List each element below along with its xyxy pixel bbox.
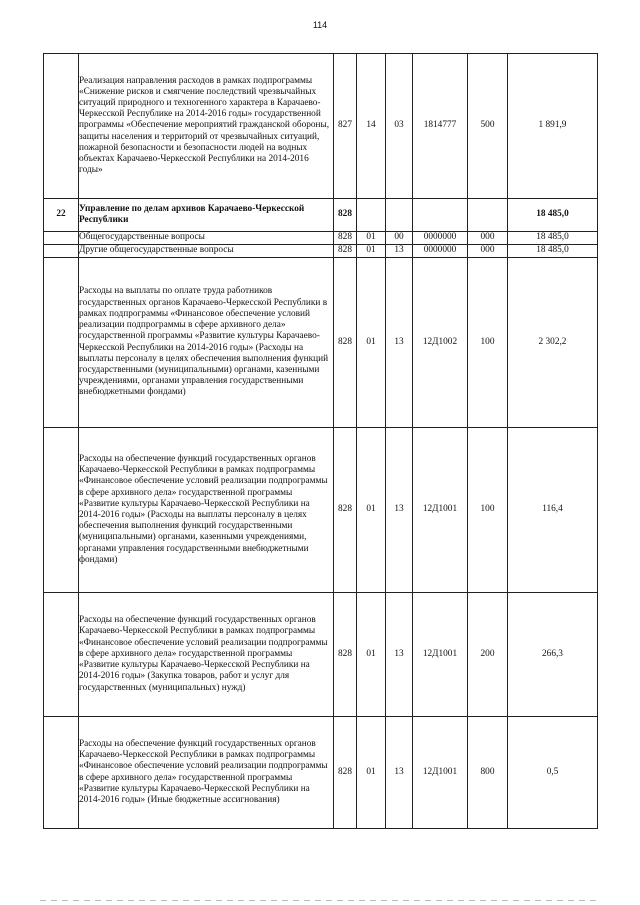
subsection-code: 00	[386, 232, 413, 245]
row-index	[44, 245, 79, 258]
expense-type-code	[468, 199, 508, 232]
table-row	[44, 717, 598, 829]
row-description: Расходы на обеспечение функций государственных органов Карачаево-Черкесской Республики в рамках подпрограммы «Финансовое обеспечение условий реализации подпрограммы в сфере архивного дела» государственной программы «Развитие культуры Карачаево-Черкесской Республики на 2014-2016 годы» (Закупка товаров, работ и услуг для государственных (муниципальных) нужд)	[79, 593, 334, 717]
expense-type-code: 100	[468, 258, 508, 428]
target-article-code	[413, 199, 468, 232]
row-index	[44, 232, 79, 245]
row-description: Реализация направления расходов в рамках подпрограммы «Снижение рисков и смягчение последствий чрезвычайных ситуаций природного и техногенного характера в Карачаево-Черкесской Республике на 2014-2016 годы» государственной программы «Обеспечение мероприятий гражданской обороны, защиты населения и территорий от чрезвычайных ситуаций, пожарной безопасности и безопасности людей на водных объектах Карачаево-Черкесской Республики на 2014-2016 годы»	[79, 54, 334, 199]
expense-type-code: 200	[468, 593, 508, 717]
expense-type-code: 500	[468, 54, 508, 199]
page-number: 114	[312, 20, 328, 30]
ministry-code: 828	[334, 428, 357, 593]
row-description: Другие общегосударственные вопросы	[79, 245, 334, 258]
row-index	[44, 593, 79, 717]
amount: 266,3	[508, 593, 598, 717]
row-description: Расходы на обеспечение функций государственных органов Карачаево-Черкесской Республики в рамках подпрограммы «Финансовое обеспечение условий реализации подпрограммы в сфере архивного дела» государственной программы «Развитие культуры Карачаево-Черкесской Республики на 2014-2016 годы» (Расходы на выплаты персоналу в целях обеспечения выполнения функций государственными (муниципальными) органами, казенными учреждениями, органами управления государственными внебюджетными фондами)	[79, 428, 334, 593]
row-index	[44, 54, 79, 199]
ministry-code: 828	[334, 232, 357, 245]
table-row	[44, 232, 598, 245]
table-row	[44, 199, 598, 232]
section-code: 01	[357, 245, 386, 258]
amount: 1 891,9	[508, 54, 598, 199]
ministry-code: 828	[334, 717, 357, 829]
expense-type-code: 800	[468, 717, 508, 829]
section-code: 14	[357, 54, 386, 199]
row-index	[44, 717, 79, 829]
section-code: 01	[357, 232, 386, 245]
section-code: 01	[357, 593, 386, 717]
ministry-code: 828	[334, 245, 357, 258]
ministry-code: 827	[334, 54, 357, 199]
amount: 0,5	[508, 717, 598, 829]
subsection-code: 13	[386, 258, 413, 428]
target-article-code: 1814777	[413, 54, 468, 199]
expense-type-code: 100	[468, 428, 508, 593]
subsection-code: 13	[386, 593, 413, 717]
row-index	[44, 258, 79, 428]
section-code: 01	[357, 258, 386, 428]
section-code: 01	[357, 428, 386, 593]
subsection-code	[386, 199, 413, 232]
row-description: Управление по делам архивов Карачаево-Черкесской Республики	[79, 199, 334, 232]
target-article-code: 0000000	[413, 232, 468, 245]
row-description: Расходы на выплаты по оплате труда работников государственных органов Карачаево-Черкесской Республики в рамках подпрограммы «Финансовое обеспечение условий реализации подпрограммы в сфере архивного дела» государственной программы «Развитие культуры Карачаево-Черкесской Республики на 2014-2016 годы» (Расходы на выплаты персоналу в целях обеспечения выполнения функций государственными (муниципальными) органами, казенными учреждениями, органами управления государственными внебюджетными фондами)	[79, 258, 334, 428]
budget-table	[43, 53, 598, 829]
target-article-code: 12Д1001	[413, 593, 468, 717]
target-article-code: 12Д1002	[413, 258, 468, 428]
amount: 18 485,0	[508, 232, 598, 245]
table-row	[44, 258, 598, 428]
scan-edge-divider	[40, 900, 600, 901]
subsection-code: 13	[386, 717, 413, 829]
expense-type-code: 000	[468, 245, 508, 258]
section-code: 01	[357, 717, 386, 829]
table-row	[44, 54, 598, 199]
ministry-code: 828	[334, 593, 357, 717]
ministry-code: 828	[334, 199, 357, 232]
amount: 116,4	[508, 428, 598, 593]
target-article-code: 12Д1001	[413, 717, 468, 829]
subsection-code: 13	[386, 245, 413, 258]
row-description: Общегосударственные вопросы	[79, 232, 334, 245]
subsection-code: 13	[386, 428, 413, 593]
row-index: 22	[44, 199, 79, 232]
table-row	[44, 593, 598, 717]
section-code	[357, 199, 386, 232]
amount: 18 485,0	[508, 245, 598, 258]
target-article-code: 0000000	[413, 245, 468, 258]
ministry-code: 828	[334, 258, 357, 428]
amount: 2 302,2	[508, 258, 598, 428]
expense-type-code: 000	[468, 232, 508, 245]
row-index	[44, 428, 79, 593]
subsection-code: 03	[386, 54, 413, 199]
row-description: Расходы на обеспечение функций государственных органов Карачаево-Черкесской Республики в рамках подпрограммы «Финансовое обеспечение условий реализации подпрограммы в сфере архивного дела» государственной программы «Развитие культуры Карачаево-Черкесской Республики на 2014-2016 годы» (Иные бюджетные ассигнования)	[79, 717, 334, 829]
amount: 18 485,0	[508, 199, 598, 232]
table-row	[44, 428, 598, 593]
target-article-code: 12Д1001	[413, 428, 468, 593]
table-row	[44, 245, 598, 258]
